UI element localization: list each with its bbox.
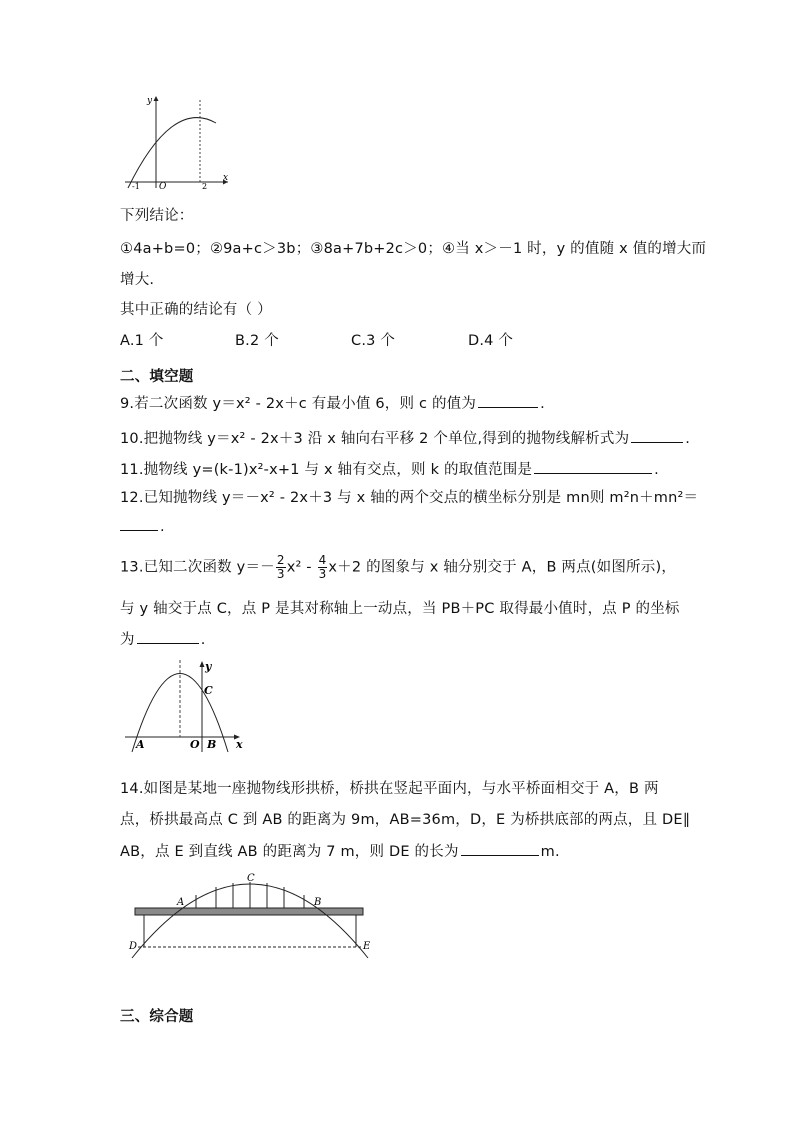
q13-fraction-1 (276, 554, 286, 581)
q8-options (120, 329, 620, 349)
point-e-label: E (363, 941, 371, 952)
q12: 12.已知抛物线 y＝－x² - 2x＋3 与 x 轴的两个交点的横坐标分别是 mn则 m²n＋mn²＝ (120, 490, 699, 506)
section-3-title: 三、综合题 (120, 1009, 194, 1025)
y-axis-arrow (154, 96, 159, 101)
section-2-title: 二、填空题 (120, 369, 194, 385)
q8-conditions-line2: 增大. (120, 272, 155, 288)
q13-fraction-2 (318, 554, 328, 581)
origin-label: O (159, 182, 167, 190)
bridge-supports (144, 915, 356, 947)
q11-answer-blank[interactable] (534, 459, 652, 474)
point-a-label: A (136, 738, 145, 751)
option-d: D.4 个 (468, 333, 514, 349)
y-axis-label: y (147, 96, 153, 106)
q12-end: . (160, 519, 165, 535)
q11-text: 11.抛物线 y=(k-1)x²-x+1 与 x 轴有交点，则 k 的取值范围是 (120, 462, 533, 478)
point-a-label: A (177, 897, 185, 908)
bridge-deck (135, 908, 363, 915)
q13-end: . (200, 632, 206, 648)
q9 (120, 392, 545, 413)
y-axis-arrow (200, 661, 205, 667)
x-axis-label: x (236, 738, 243, 751)
q13-frac1-den: 3 (276, 567, 285, 581)
q10-text: 10.把抛物线 y＝x² - 2x＋3 沿 x 轴向右平移 2 个单位,得到的抛物线解析式为 (120, 431, 630, 447)
q14-answer-blank[interactable] (461, 841, 539, 856)
q13-prefix: 13.已知二次函数 y＝－ (120, 559, 275, 576)
q10 (120, 427, 690, 448)
q13-line2: 与 y 轴交于点 C，点 P 是其对称轴上一动点，当 PB＋PC 取得最小值时，点 P 的坐标 (120, 601, 680, 617)
point-c-label: C (204, 684, 213, 697)
q14-end: m. (540, 844, 560, 860)
arch-bridge-figure (120, 870, 380, 960)
parabola-abc-figure (120, 655, 250, 755)
option-b: B.2 个 (235, 333, 279, 349)
option-c: C.3 个 (351, 333, 396, 349)
q11 (120, 458, 659, 479)
point-b-label: B (314, 897, 322, 908)
parabola-graph-figure (120, 90, 235, 190)
q13-line1 (120, 554, 676, 581)
bridge-hangers (196, 882, 304, 908)
q14-line2: 点，桥拱最高点 C 到 AB 的距离为 9m，AB=36m，D，E 为桥拱底部的两点，且 DE∥ (120, 812, 691, 828)
q12-answer-blank[interactable] (120, 516, 158, 531)
q13-frac2-num: 4 (318, 553, 327, 567)
q9-end: . (540, 396, 545, 412)
option-a: A.1 个 (120, 333, 164, 349)
q13-frac1-num: 2 (276, 553, 285, 567)
q13-mid: x² - (286, 559, 317, 576)
q8-intro: 下列结论： (120, 208, 194, 224)
q13-answer-blank[interactable] (137, 629, 199, 644)
origin-label: O (190, 738, 200, 751)
tick-neg1-label: -1 (132, 182, 140, 190)
q13-line3-text: 为 (120, 632, 135, 648)
q8-question: 其中正确的结论有（ ） (120, 302, 272, 318)
q11-end: . (654, 462, 659, 478)
q10-end: . (685, 431, 691, 447)
tick-2-label: 2 (202, 182, 208, 190)
q14-line3-text: AB，点 E 到直线 AB 的距离为 7 m，则 DE 的长为 (120, 844, 459, 860)
q10-answer-blank[interactable] (631, 428, 683, 443)
point-b-label: B (207, 738, 217, 751)
q14-line3 (120, 840, 560, 861)
q8-conditions-line1: ①4a+b=0；②9a+c＞3b；③8a+7b+2c＞0；④当 x＞－1 时，y 的值随 x 值的增大而 (120, 241, 707, 257)
point-c-label: C (247, 873, 255, 884)
point-d-label: D (129, 941, 138, 952)
q9-text: 9.若二次函数 y＝x² - 2x＋c 有最小值 6，则 c 的值为 (120, 396, 477, 412)
x-axis-label: x (223, 173, 229, 183)
q13-line3 (120, 628, 206, 649)
q13-suffix: x＋2 的图象与 x 轴分别交于 A，B 两点(如图所示)， (328, 559, 677, 576)
q14-line1: 14.如图是某地一座抛物线形拱桥，桥拱在竖起平面内，与水平桥面相交于 A，B 两 (120, 781, 659, 797)
q9-answer-blank[interactable] (478, 393, 538, 408)
y-axis-label: y (205, 660, 212, 673)
q12-continued (120, 516, 165, 535)
parabola-curve (128, 118, 216, 188)
q13-frac2-den: 3 (318, 567, 327, 581)
